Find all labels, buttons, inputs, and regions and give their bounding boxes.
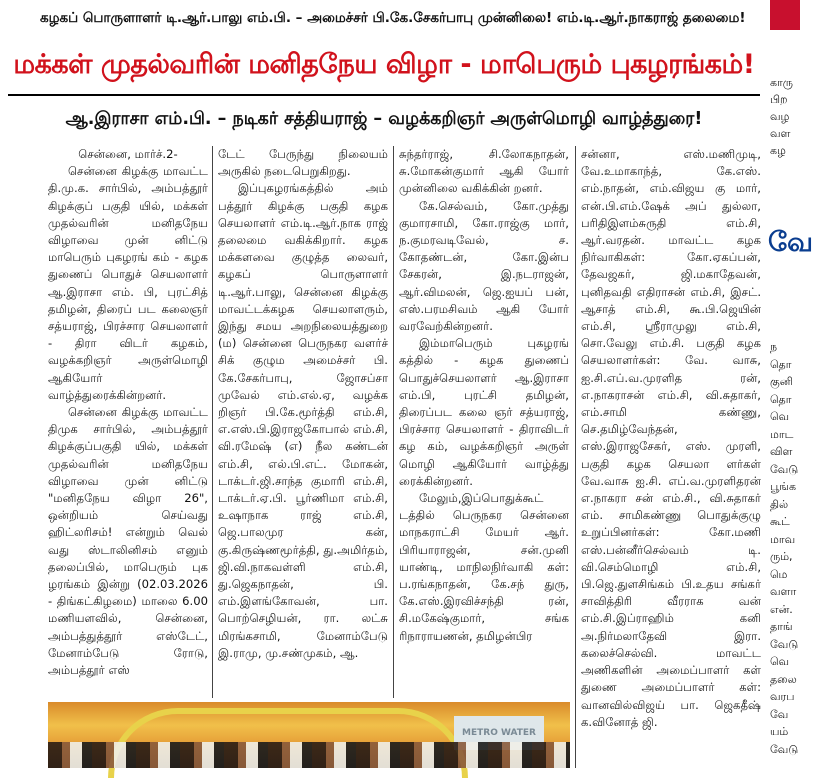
paragraph: இப்புகழரங்கத்தில் அம் பத்தூர் கிழக்கு பகுதி கழக செயலாளர் எம்.டி.ஆர்.நாக ராஜ் தலைமை வகிக்கிறார். கழக மக்களவை குழுத்த லைவர், கழகப் பொருளாளர் டி.ஆர்.பாலு, சென்னை கிழக்கு மாவட்டக்கழக செயலாளரும், இந்து சமய அறநிலையத்துறை (ம) சென்னை பெருநகர வளர்ச் சிக் குழும அமைச்சர் பி. கே.சேகர்பாபு, ஜோசப்சா முவேல் எம்.எல்.ஏ, வழக்க றிஞர் பி.கே.மூர்த்தி எம்.சி, எ.எஸ்.பி.இராஜகோபால் எம்.சி, வி.ரமேஷ் (எ) நீல கண்டன் எம்.சி, எல்.பி.எட். மோகன், டாக்டர்.ஜி.சாந்த குமாரி எம்.சி, டாக்டர்.ஏ.பி. பூர்ணிமா எம்.சி, உஷாநாக ராஜ் எம்.சி, ஜெ.பாலமுர கன், கு.கிருஷ்ணமூர்த்தி, து.அமிர்தம், ஜி.வி.நாகவள்ளி எம்.சி, து.ஜெகநாதன், பி. எம்.இளங்கோவன், பா. பொற்செழியன், ரா. லட்சு மிரங்கசாமி, மேனாம்பேடு இ.ராமு, மு.சண்முகம், ஆ. — [218, 181, 388, 660]
column-line: மெ — [770, 567, 788, 581]
paragraph: சென்னை கிழக்கு மாவட்ட திமுக சார்பில், அம்பத்தூர் கிழக்குப்பகுதி யில், மக்கள் முதல்வரின் மனிதநேய விழாவை முன் னிட்டு "மனிதநேய விழா 26", ஒன்றியம் செய்வது ஹிட்லரிசம்! என்றும் வெல் வது ஸ்டாலினிசம் எனும் தலைப்பில், மாபெரும் புக ழரங்கம் இன்று (02.03.2026 - திங்கட்கிழமை) மாலை 6.00 மணியளவில், சென்னை, அம்பத்துத்தூர் எஸ்டேட், மேனாம்பேடு ரோடு, அம்பத்தூர் எஸ் — [48, 405, 208, 678]
column-line: என். — [770, 602, 793, 616]
subheadline: ஆ.இராசா எம்.பி. – நடிகர் சத்தியராஜ் – வழக்கறிஞர் அருள்மொழி வாழ்த்துரை! — [65, 109, 703, 129]
column-line: வேடு — [770, 742, 799, 756]
column-line: ரும், — [770, 550, 793, 563]
column-line: விள — [770, 445, 793, 458]
column-line: வெ — [770, 655, 790, 668]
paragraph: மேலும்,இப்பொதுக்கூட் டத்தில் பெருநகர சென்னை மாநகராட்சி மேயர் ஆர். பிரியாராஜன், சன்.முனி யாண்டி, மாநிலநிர்வாகி கள்: ப.ரங்கநாதன், கே.சந் துரு, கே.எஸ்.இரவிச்சந்தி ரன், சி.மகேஷ்குமார், சங்க ரிநாராயணன், தமிழன்பிர — [399, 491, 569, 643]
column-line: வேடு — [770, 462, 799, 476]
paragraph: சென்னை கிழக்கு மாவட்ட தி.மு.க. சார்பில், அம்பத்தூர் கிழக்குப் பகுதி யில், மக்கள் முதல்வரின் மனிதநேய விழாவை முன் னிட்டு மாபெரும் புகழரங் கம் - கழக துணைப் பொதுச் செயலாளர் ஆ.இராசா எம். பி, புரட்சித் தமிழன், திரைப் பட கலைஞர் சத்யராஜ், பிரச்சார செயலாளர் - திரா விடர் கழகம், வழக்கறிஞர் அருள்மொழி ஆகியோர் வாழ்த்துரைக்கின்றனர். — [48, 164, 208, 402]
column-divider — [575, 146, 576, 768]
photo-sign: METRO WATER — [454, 716, 544, 750]
red-block — [770, 0, 800, 30]
column-line: வளா — [770, 585, 797, 598]
fragment-line: காரு — [770, 76, 793, 89]
column-divider — [393, 146, 394, 698]
paragraph: சுந்தர்ராஜ், சி.லோகநாதன், சு.மோகன்குமார் ஆகி யோர் முன்னிலை வகிக்கின் றனர். — [399, 147, 569, 196]
paragraph: இம்மாபெரும் புகழரங் கத்தில் - கழக துணைப் பொதுச்செயலாளர் ஆ.இராசா எம்.பி, புரட்சி தமிழன், திரைப்பட கலை ஞர் சத்யராஜ், பிரச்சார செயலாளர் - திராவிடர் கழ கம், வழக்கறிஞர் அருள் மொழி ஆகியோர் வாழ்த்து ரைக்கின்றனர். — [399, 336, 569, 488]
column-line: வே — [770, 707, 789, 721]
column-line: பூங்க — [770, 480, 796, 493]
column-line: தாங் — [770, 620, 793, 633]
strapline: கழகப் பொருளாளர் டி.ஆர்.பாலு எம்.பி. – அமைச்சர் பி.கே.சேகர்பாபு முன்னிலை! எம்.டி.ஆர்.நாகராஜ் தலைமை! — [40, 10, 746, 26]
column-line: தொ — [770, 357, 792, 371]
paragraph: டேட் பேருந்து நிலையம் அருகில் நடைபெறுகிறது. — [218, 147, 388, 179]
column-line: குனி — [770, 375, 793, 388]
paragraph: கே.செல்வம், கோ.முத்து குமாரசாமி, கோ.ராஜ்கு மார், ந.குமரவடிவேல், ச. கோதண்டன், கோ.இன்ப சேகரன், இ.நடராஜன், ஆர்.விமலன், ஜெ.ஐயப் பன், எஸ்.பரமசிவம் ஆகி யோர் வரவேற்கின்றனர். — [399, 198, 569, 334]
adjacent-column — [770, 338, 800, 758]
column-line: வேடு — [770, 637, 799, 651]
column-line: தலை — [770, 672, 797, 686]
fragment-line: வழ — [770, 110, 790, 123]
paragraph: சன்னா, எஸ்.மணிமுடி, வே.உமாகாந்த், கே.எஸ். எம்.நாதன், எம்.விஜய கு மார், என்.பி.எம்.ஷேக் அப் துல்லா, பரிதிஇளம்சுருதி எம்.சி, ஆர்.வரதன். மாவட்ட கழக நிர்வாகிகள்: கோ.ஏகப்பன், தேவஜகர், ஜி.மகாதேவன், புனிதவதி எதிராசன் எம்.சி, இசட். ஆசாத் எம்.சி, கூ.பி.ஜெயின் எம்.சி, ஸ்ரீராமுலு எம்.சி, சொ.வேலு எம்.சி. பகுதி கழக செயலாளர்கள்: வே. வாசு, ஐ.சி.எப்.வ.முரளித ரன், எ.நாகராசன் எம்.சி, வி.சுதாகர், எம்.சாமி கண்ணு, செ.தமிழ்வேந்தன், எஸ்.இராஜசேகர், எஸ். முரளி, பகுதி கழக செயலா ளர்கள் வே.வாசு ஐ.சி. எப்.வ.முரளிதரன் எ.நாகரா சன் எம்.சி., வி.சுதாகர் எம். சாமிகண்ணு பொதுக்குழு உறுப்பினர்கள்: கோ.மணி எஸ்.பன்னீர்செல்வம் டி. வி.செம்மொழி எம்.சி, பி.ஜெ.துளசிங்கம் பி.உதய சங்கர் சாவித்திரி வீரராக வன் எம்.சி.இப்ராஹிம் கனி அ.நிர்மலாதேவி இரா. கலைச்செல்வி. மாவட்ட அணிகளின் அமைப்பாளர் கள் துணை அமைப்பாளர் கள்: வானவில்விஜய் பா. ஜெகதீஷ் க.வினோத் ஜி. — [581, 147, 761, 729]
article-column-3 — [399, 146, 569, 702]
column-line: வெ — [770, 410, 790, 423]
dateline: சென்னை, மார்ச்.2- — [78, 147, 178, 161]
adjacent-heading: வே — [768, 227, 813, 258]
crowd — [48, 742, 570, 768]
column-divider — [212, 146, 213, 698]
article-column-2 — [218, 146, 388, 702]
adjacent-fragment — [770, 74, 800, 170]
event-photo — [48, 702, 570, 768]
column-line: தொ — [770, 392, 792, 406]
column-line: மாவ — [770, 532, 796, 546]
column-line: கூட் — [770, 515, 790, 528]
headline: மக்கள் முதல்வரின் மனிதநேய விழா - மாபெரும் புகழரங்கம்! — [8, 36, 760, 96]
fragment-line: பிற — [770, 93, 788, 106]
column-line: மாட — [770, 427, 794, 441]
fragment-line: வள — [770, 127, 791, 140]
article-column-1 — [48, 146, 208, 702]
column-line: யம் — [770, 725, 789, 738]
adjacent-article-edge — [766, 0, 813, 768]
column-line: ந — [770, 340, 778, 353]
article-column-4 — [581, 146, 761, 768]
column-line: தில் — [770, 497, 789, 511]
column-line: வரப — [770, 690, 795, 703]
fragment-line: கழ — [770, 144, 786, 157]
